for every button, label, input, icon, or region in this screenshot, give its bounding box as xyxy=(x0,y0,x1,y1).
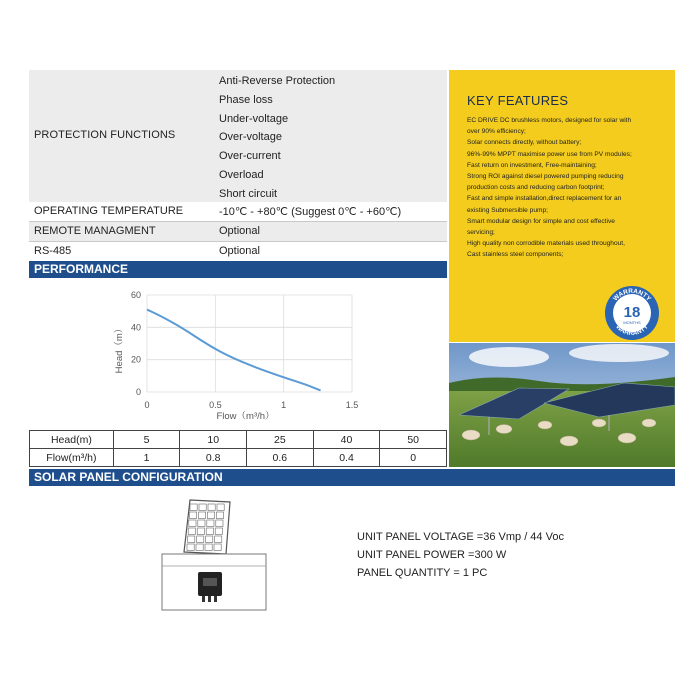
panel-cell xyxy=(198,520,205,527)
flow-cell: 0.8 xyxy=(180,449,247,467)
solar-specs xyxy=(357,528,564,582)
x-tick-label: 0.5 xyxy=(209,400,222,410)
feature-line: servicing; xyxy=(467,229,495,237)
y-tick-label: 0 xyxy=(135,387,141,397)
panel-cell xyxy=(206,536,213,543)
panel-cell xyxy=(198,512,205,519)
feature-line: Strong ROI against diesel powered pumping reducing xyxy=(467,173,624,181)
performance-table xyxy=(29,430,447,467)
panel-cell xyxy=(187,544,194,551)
protection-item: Phase loss xyxy=(219,93,273,106)
panel-cell xyxy=(189,520,196,527)
feature-line: 96%-99% MPPT maximise power use from PV modules; xyxy=(467,150,632,158)
protection-item: Under-voltage xyxy=(219,112,289,125)
panel-cell xyxy=(215,528,222,535)
protection-item: Over-voltage xyxy=(219,131,282,144)
flow-cell: 0 xyxy=(380,449,447,467)
panel-cell xyxy=(215,536,222,543)
protection-item: Overload xyxy=(219,168,264,181)
panel-cell xyxy=(214,544,221,551)
y-tick-label: 60 xyxy=(130,290,141,300)
head-cell: 25 xyxy=(247,431,314,449)
panel-voltage: UNIT PANEL VOLTAGE =36 Vmp / 44 Voc xyxy=(357,531,564,543)
x-tick-label: 1.5 xyxy=(345,400,359,410)
feature-line: High quality non corrodible materials used throughout, xyxy=(467,240,625,248)
protection-item: Short circuit xyxy=(219,187,278,200)
badge-number: 18 xyxy=(623,304,641,321)
row-key: REMOTE MANAGMENT xyxy=(34,225,156,237)
row-key: RS-485 xyxy=(34,245,72,257)
row-value: Optional xyxy=(219,245,260,257)
panel-power: UNIT PANEL POWER =300 W xyxy=(357,549,507,561)
flow-cell: 1 xyxy=(113,449,180,467)
panel-cell xyxy=(207,512,214,519)
head-flow-curve xyxy=(147,310,321,391)
protection-label: PROTECTION FUNCTIONS xyxy=(34,129,176,141)
head-cell: 5 xyxy=(113,431,180,449)
solar-config-header: SOLAR PANEL CONFIGURATION xyxy=(29,469,675,486)
key-features-list xyxy=(467,115,672,261)
panel-cell xyxy=(208,504,215,511)
feature-line: Cast stainless steel components; xyxy=(467,251,564,259)
performance-header: PERFORMANCE xyxy=(29,261,447,278)
panel-cell xyxy=(205,544,212,551)
panel-cell xyxy=(217,504,224,511)
key-features-panel xyxy=(449,70,675,342)
feature-line: Fast and simple installation,direct replacement for an xyxy=(467,195,622,203)
panel-cell xyxy=(207,520,214,527)
chart-grid xyxy=(147,295,352,392)
row-value: Optional xyxy=(219,225,260,237)
feature-line: Solar connects directly, without battery; xyxy=(467,139,582,147)
panel-cell xyxy=(197,536,204,543)
panel-cell xyxy=(216,512,223,519)
panel-cell xyxy=(188,536,195,543)
y-tick-label: 40 xyxy=(130,322,141,333)
feature-line: existing Submersible pump; xyxy=(467,206,548,214)
flow-cell: 0.6 xyxy=(247,449,314,467)
head-label-cell: Head(m) xyxy=(30,431,114,449)
x-axis-label: Flow（m³/h） xyxy=(216,411,275,422)
y-axis-label: Head（m） xyxy=(114,323,125,374)
protection-item: Anti-Reverse Protection xyxy=(219,75,336,87)
feature-line: Fast return on investment, Free-maintaining; xyxy=(467,161,597,169)
x-tick-label: 1 xyxy=(281,400,287,410)
badge-unit: MONTHS xyxy=(623,320,641,325)
panel-cell xyxy=(196,544,203,551)
flow-label-cell: Flow(m³/h) xyxy=(30,449,114,467)
solar-field-photo xyxy=(449,343,675,467)
key-features-title: KEY FEATURES xyxy=(467,93,569,108)
warranty-badge xyxy=(604,285,660,341)
badge-top-text: WARRANTY xyxy=(612,287,653,303)
head-cell: 10 xyxy=(180,431,247,449)
table-row xyxy=(30,431,447,449)
panel-cell xyxy=(197,528,204,535)
solar-panel-diagram xyxy=(160,498,270,614)
panel-cell xyxy=(216,520,223,527)
panel-cell xyxy=(188,528,195,535)
table-row xyxy=(30,449,447,467)
protection-item: Over-current xyxy=(219,150,281,163)
row-value: -10℃ - +80℃ (Suggest 0℃ - +60℃) xyxy=(219,206,402,218)
badge-bottom-text: WARRANTY xyxy=(614,323,650,338)
row-key: OPERATING TEMPERATURE xyxy=(34,205,184,217)
feature-line: over 90% efficiency; xyxy=(467,128,526,136)
panel-cell xyxy=(206,528,213,535)
feature-line: production costs and reducing carbon footprint; xyxy=(467,184,605,192)
solar-panel-icon xyxy=(184,500,230,554)
y-tick-label: 20 xyxy=(130,354,141,365)
feature-line: EC DRIVE DC brushless motors, designed for solar with xyxy=(467,117,632,124)
x-tick-label: 0 xyxy=(144,400,150,410)
head-cell: 40 xyxy=(313,431,380,449)
panel-cell xyxy=(199,504,206,511)
performance-chart xyxy=(29,70,447,430)
panel-cell xyxy=(190,504,197,511)
flow-cell: 0.4 xyxy=(313,449,380,467)
head-cell: 50 xyxy=(380,431,447,449)
feature-line: Smart modular design for simple and cost effective xyxy=(467,217,615,225)
panel-cell xyxy=(189,512,196,519)
panel-quantity: PANEL QUANTITY = 1 PC xyxy=(357,567,488,579)
